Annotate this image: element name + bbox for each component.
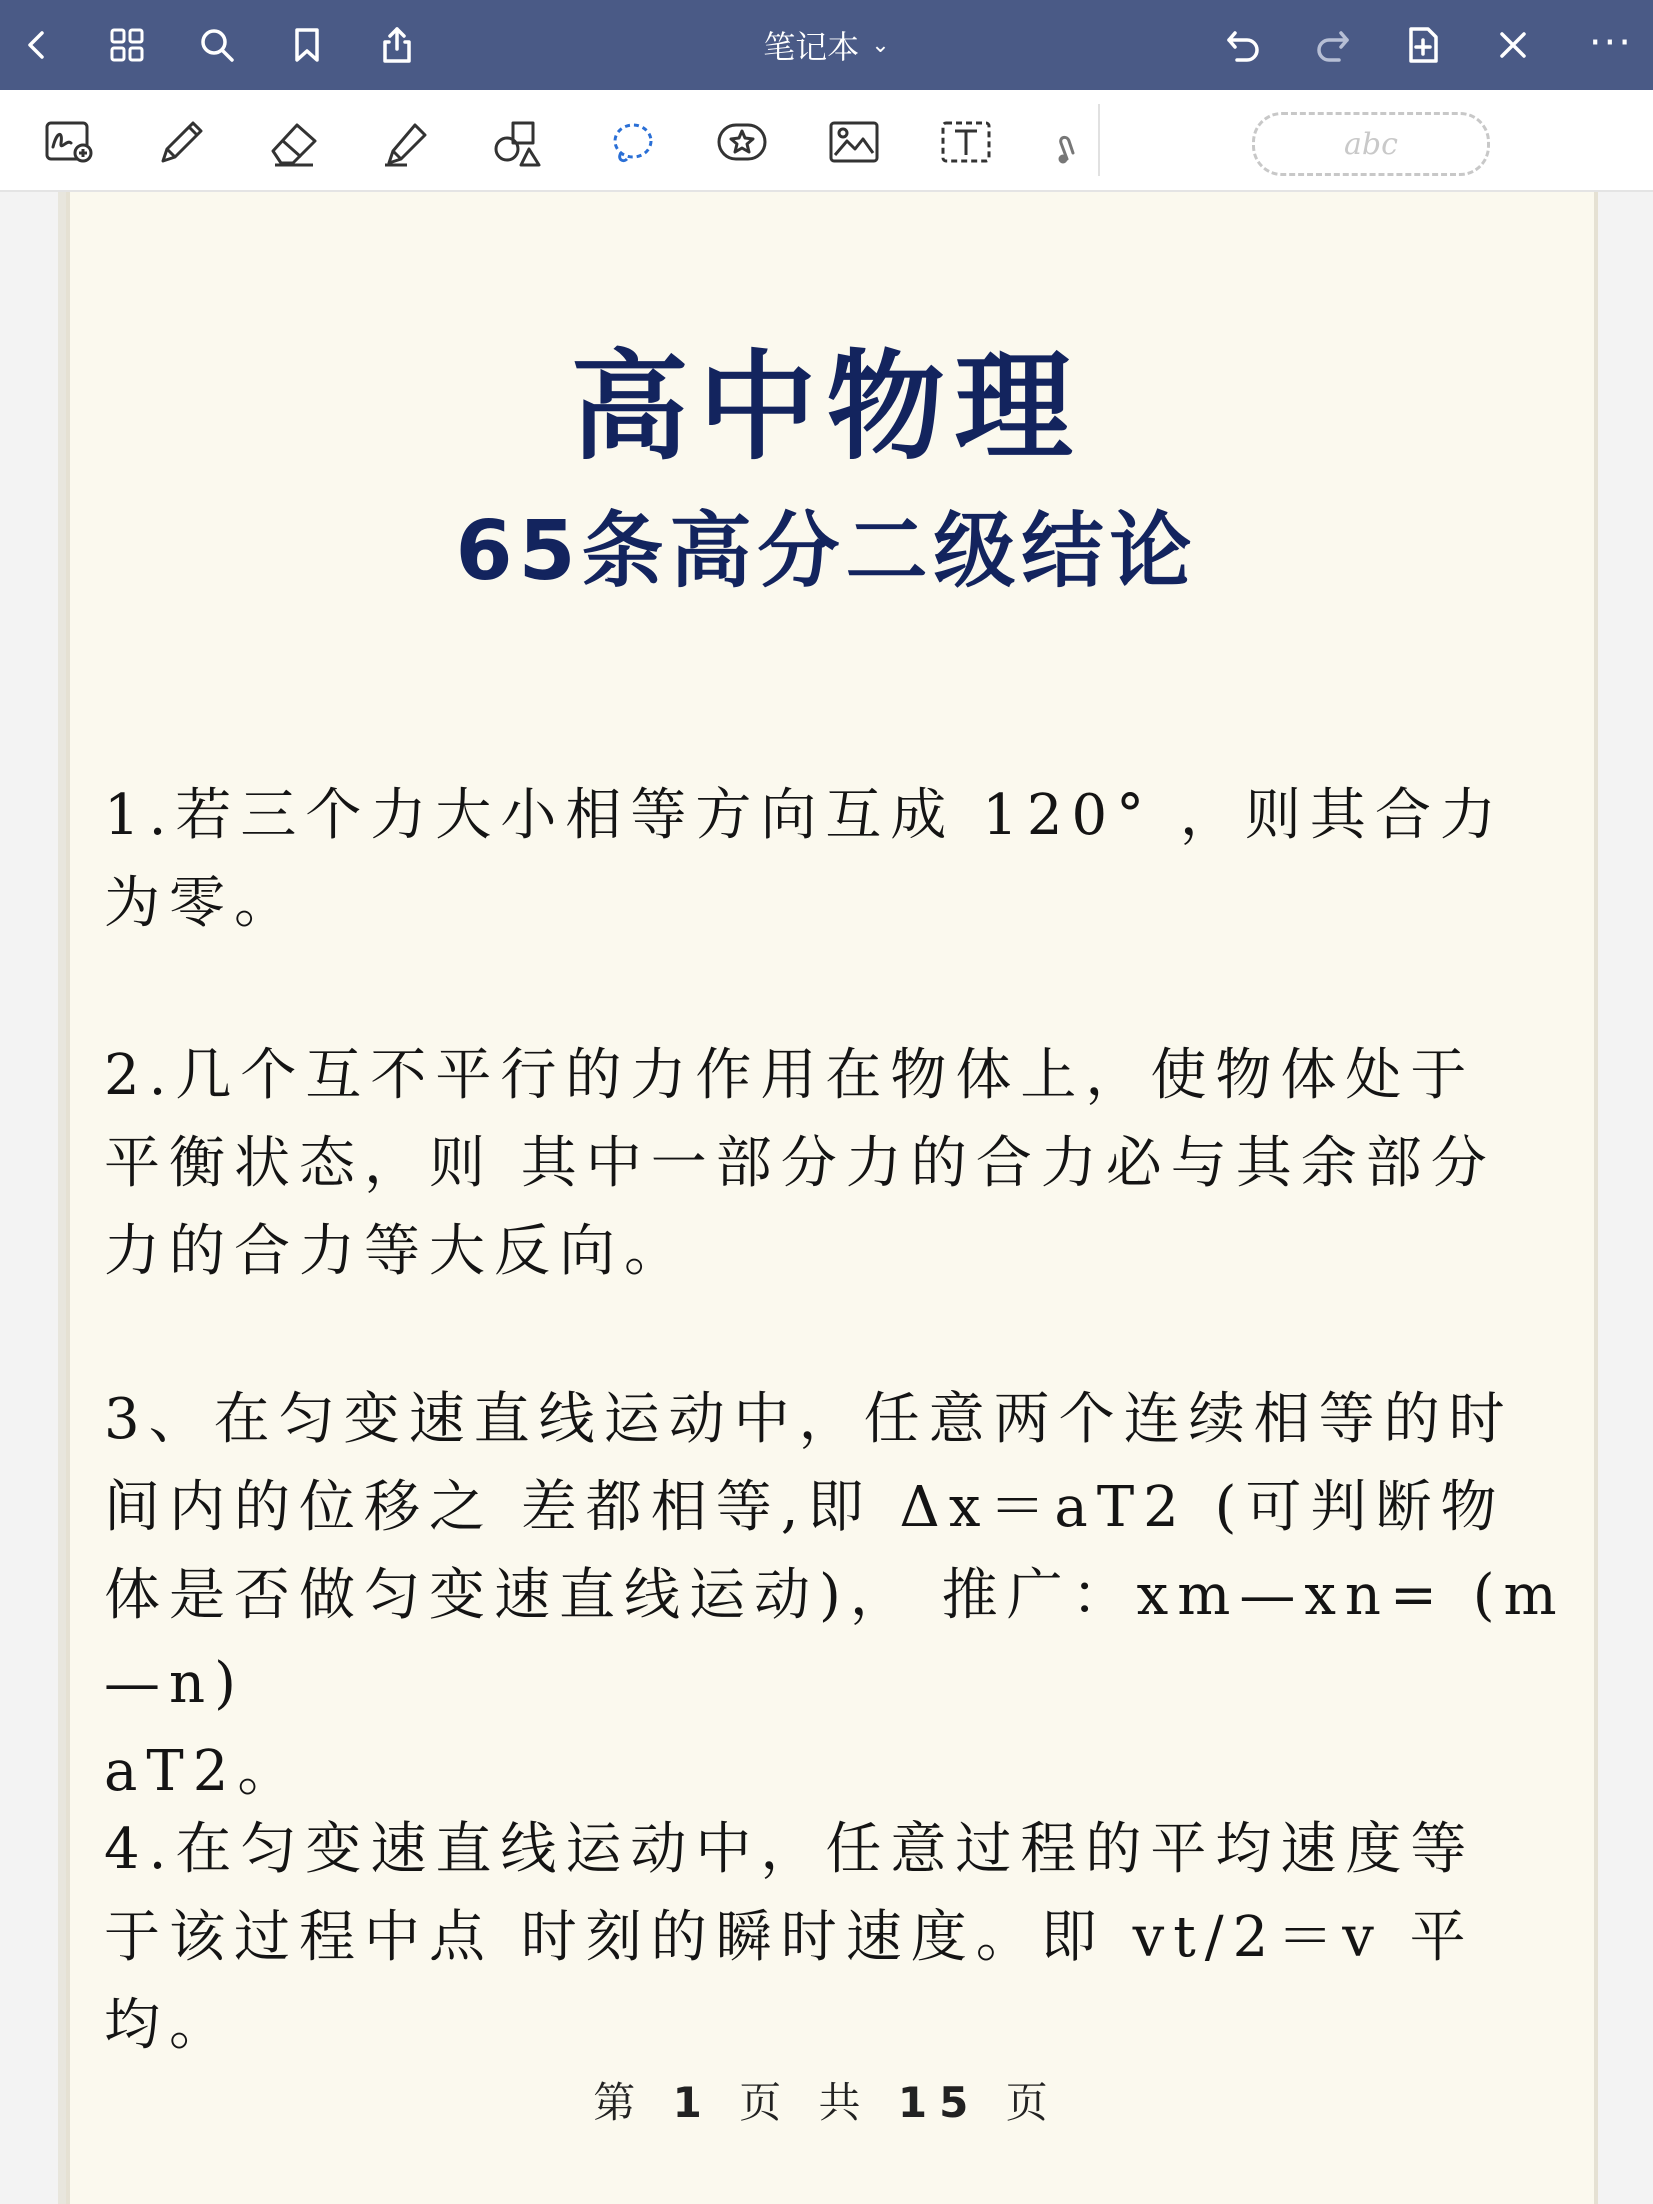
shapes-icon[interactable] (486, 112, 550, 172)
conclusion-item: 2.几个互不平行的力作用在物体上，使物体处于 平衡状态，则 其中一部分力的合力必与其余部分 力的合力等大反向。 (104, 1043, 1496, 1284)
search-icon[interactable] (192, 20, 242, 70)
close-icon[interactable] (1488, 20, 1538, 70)
top-nav-bar (0, 0, 1653, 90)
image-icon[interactable] (822, 112, 886, 172)
tool-bar (0, 90, 1653, 192)
pen-icon[interactable] (150, 112, 214, 172)
eraser-icon[interactable] (262, 112, 326, 172)
zoom-ink-icon[interactable] (38, 112, 102, 172)
handwriting-recognition-box[interactable]: abc (1252, 112, 1490, 176)
highlighter-icon[interactable] (374, 112, 438, 172)
page-title: 高中物理 (570, 338, 1083, 476)
add-page-icon[interactable] (1398, 20, 1448, 70)
chevron-down-icon: ⌄ (871, 32, 890, 58)
page-counter-suffix: 页 (1005, 2078, 1060, 2127)
total-page-number: 15 (897, 2078, 981, 2127)
lasso-icon[interactable] (598, 112, 662, 172)
redo-icon[interactable] (1308, 20, 1358, 70)
conclusion-item: 4.在匀变速直线运动中，任意过程的平均速度等 于该过程中点 时刻的瞬时速度。即 vt/2＝v 平 均。 (104, 1817, 1476, 2058)
page-counter-prefix: 第 (593, 2078, 648, 2127)
notebook-title: 笔记本 (763, 28, 860, 66)
bookmark-icon[interactable] (282, 20, 332, 70)
conclusion-item: 3、在匀变速直线运动中，任意两个连续相等的时 间内的位移之 差都相等,即 Δx＝aT2 (可判断物 体是否做匀变速直线运动)， 推广：xm—xn= (m—n) aT2。 (104, 1387, 1566, 1804)
sticker-icon[interactable] (710, 112, 774, 172)
current-page-number: 1 (672, 2078, 714, 2127)
grid-icon[interactable] (102, 20, 152, 70)
laser-pointer-icon[interactable] (1040, 112, 1104, 172)
more-icon[interactable]: ··· (1588, 20, 1633, 66)
page-counter-middle: 页 共 (739, 2078, 873, 2127)
page-counter (0, 2070, 1653, 2130)
notebook-title-dropdown[interactable] (700, 18, 953, 72)
page-subtitle: 65条高分二级结论 (455, 504, 1198, 599)
chevron-left-icon[interactable] (12, 20, 62, 70)
toolbar-divider (1098, 104, 1100, 176)
undo-icon[interactable] (1218, 20, 1268, 70)
text-tool-icon[interactable] (934, 112, 998, 172)
conclusion-item: 1.若三个力大小相等方向互成 120° ，则其合力 为零。 (104, 783, 1505, 936)
share-icon[interactable] (372, 20, 422, 70)
